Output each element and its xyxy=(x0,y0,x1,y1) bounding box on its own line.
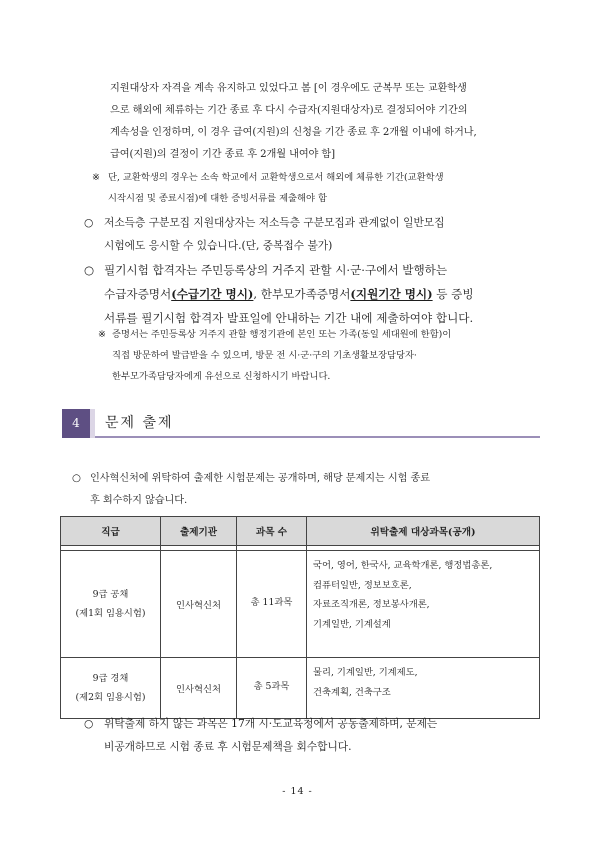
subject-line: 건축계획, 건축구조 xyxy=(313,686,391,698)
bullet-mark: ○ xyxy=(72,473,81,484)
note-line: 단, 교환학생의 경우는 소속 학교에서 교환학생으로서 해외에 체류한 기간(교환학생 xyxy=(108,172,444,183)
note-mark: ※ xyxy=(98,329,106,340)
continuation-paragraph xyxy=(110,78,477,166)
header-grade: 직급 xyxy=(61,517,161,546)
bullet-line: 비공개하므로 시험 종료 후 시험문제책을 회수합니다. xyxy=(104,740,352,753)
note-line: 직접 방문하여 발급받을 수 있으며, 방문 전 시·군·구의 기초생활보장담당자· xyxy=(112,350,417,361)
bullet-joint-questions xyxy=(84,712,437,758)
paragraph-line: 으로 해외에 체류하는 기간 종료 후 다시 수급자(지원대상자)로 결정되어야 기간의 xyxy=(110,105,468,116)
text-segment: 수급자증명서 xyxy=(104,287,172,301)
emphasis-supply-period: (수급기간 명시) xyxy=(171,287,254,301)
agency-cell: 인사혁신처 xyxy=(161,551,237,658)
header-subject-count: 과목 수 xyxy=(237,517,307,546)
bullet-line: 인사혁신처에 위탁하여 출제한 시험문제는 공개하며, 해당 문제지는 시험 종료 xyxy=(90,473,430,484)
bullet-line: 저소득층 구분모집 지원대상자는 저소득층 구분모집과 관계없이 일반모집 xyxy=(104,216,445,229)
note-certificate xyxy=(98,324,451,387)
bullet-line xyxy=(104,282,474,306)
grade-round: (제2회 임용시험) xyxy=(75,692,146,703)
note-line: 시작시점 및 종료시점)에 대한 증빙서류를 제출해야 함 xyxy=(108,193,327,204)
note-line: 한부모가족담당자에게 유선으로 신청하시기 바랍니다. xyxy=(112,371,331,382)
subject-count-cell: 총 5과목 xyxy=(237,658,307,719)
note-mark: ※ xyxy=(92,172,100,183)
bullet-line: 위탁출제 하지 않는 과목은 17개 시·도교육청에서 공동출제하며, 문제는 xyxy=(104,717,438,730)
subject-line: 자료조직개론, 정보봉사개론, xyxy=(313,599,430,610)
emphasis-support-period: (지원기간 명시) xyxy=(350,287,433,301)
text-segment: , 한부모가족증명서 xyxy=(253,287,351,301)
subject-line: 물리, 기계일반, 기계제도, xyxy=(313,667,418,678)
bullet-mark: ○ xyxy=(84,717,94,730)
section-accent-bar xyxy=(90,409,95,438)
subject-line: 기계일반, 기계설계 xyxy=(313,618,391,630)
header-subjects: 위탁출제 대상과목(공개) xyxy=(307,517,540,546)
grade-name: 9급 공채 xyxy=(92,589,129,600)
bullet-low-income xyxy=(84,211,444,257)
bullet-mark: ○ xyxy=(84,263,95,277)
subjects-cell xyxy=(307,658,540,719)
text-segment: 등 증빙 xyxy=(432,287,474,301)
bullet-line: 서류를 필기시험 합격자 발표일에 안내하는 기간 내에 제출하여야 합니다. xyxy=(104,311,474,325)
section-header xyxy=(62,409,540,438)
note-exchange-student xyxy=(92,167,444,209)
subject-line: 국어, 영어, 한국사, 교육학개론, 행정법총론, xyxy=(313,560,493,571)
subject-line: 컴퓨터일반, 정보보호론, xyxy=(313,579,412,591)
grade-round: (제1회 임용시험) xyxy=(75,608,146,619)
bullet-line: 후 회수하지 않습니다. xyxy=(90,495,188,506)
subjects-cell xyxy=(307,551,540,658)
paragraph-line: 계속성을 인정하며, 이 경우 급여(지원)의 신청을 기간 종료 후 2개월 이내에 하거나, xyxy=(110,127,477,138)
paragraph-line: 급여(지원)의 결정이 기간 종료 후 2개월 내여야 함] xyxy=(110,149,336,160)
subject-count-cell: 총 11과목 xyxy=(237,551,307,658)
grade-cell xyxy=(61,658,161,719)
table-row xyxy=(61,551,540,658)
page-number: - 14 - xyxy=(282,786,313,797)
bullet-public-questions xyxy=(72,468,430,512)
bullet-mark: ○ xyxy=(84,216,94,229)
grade-cell xyxy=(61,551,161,658)
agency-cell: 인사혁신처 xyxy=(161,658,237,719)
table-row xyxy=(61,658,540,719)
exam-subject-table xyxy=(60,516,540,719)
bullet-line: 시험에도 응시할 수 있습니다.(단, 중복접수 불가) xyxy=(104,239,333,252)
section-underline xyxy=(95,436,540,438)
table-header-row xyxy=(61,517,540,546)
paragraph-line: 지원대상자 자격을 계속 유지하고 있었다고 봄 [이 경우에도 군복무 또는 교환학생 xyxy=(110,83,467,94)
section-number: 4 xyxy=(62,409,90,438)
note-line: 증명서는 주민등록상 거주지 관할 행정기관에 본인 또는 가족(동일 세대원에 한함)이 xyxy=(112,329,452,340)
bullet-line: 필기시험 합격자는 주민등록상의 거주지 관할 시·군·구에서 발행하는 xyxy=(104,263,448,277)
bullet-certificate xyxy=(84,258,474,330)
header-agency: 출제기관 xyxy=(161,517,237,546)
section-title: 문제 출제 xyxy=(105,415,174,431)
grade-name: 9급 경채 xyxy=(92,673,129,684)
